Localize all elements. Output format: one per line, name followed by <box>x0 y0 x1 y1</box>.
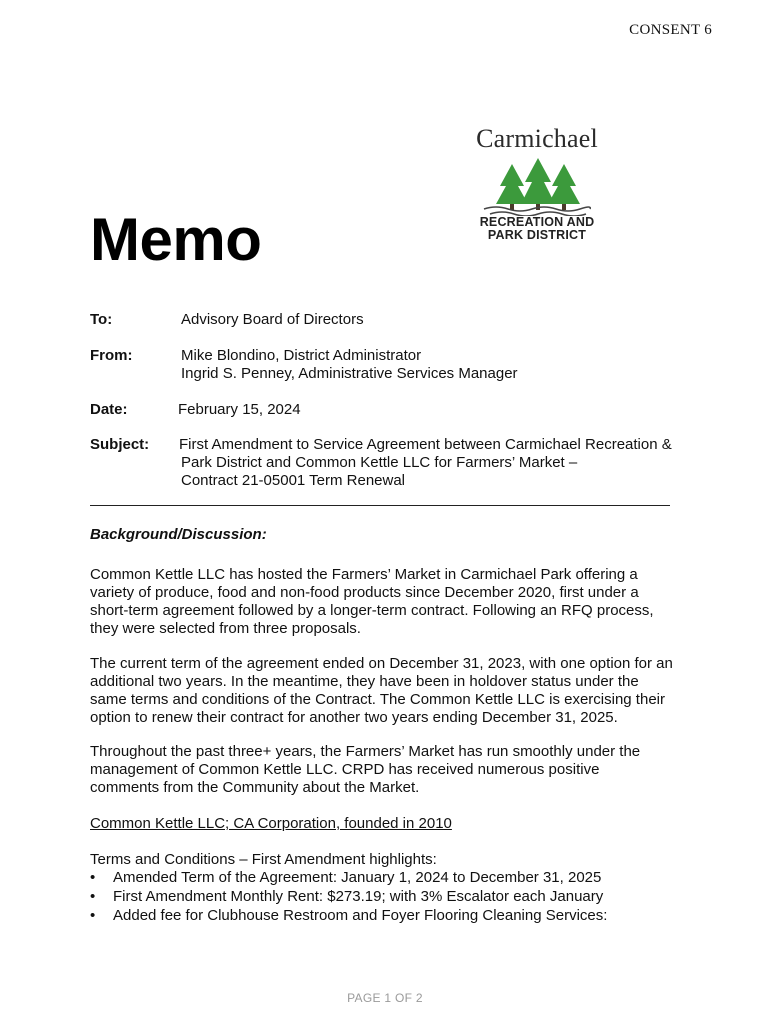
paragraph-1 <box>90 566 690 638</box>
to-label: To: <box>90 311 113 328</box>
paragraph-line: option to renew their contract for another two years ending December 31, 2025. <box>90 709 618 726</box>
from-line-2: Ingrid S. Penney, Administrative Services Manager <box>181 365 518 382</box>
paragraph-line: comments from the Community about the Market. <box>90 779 420 796</box>
paragraph-line: additional two years. In the meantime, they have been in holdover status under the <box>90 673 639 690</box>
paragraph-line: short-term agreement followed by a longer-term contract. Following an RFQ process, <box>90 602 654 619</box>
subject-line-3: Contract 21-05001 Term Renewal <box>181 472 406 489</box>
date-value: February 15, 2024 <box>178 401 301 418</box>
pine-trees-icon <box>482 156 592 216</box>
company-line <box>90 815 690 833</box>
from-label: From: <box>90 347 133 364</box>
header-divider <box>90 505 670 506</box>
list-item <box>90 868 602 887</box>
date-label: Date: <box>90 401 128 418</box>
company-line-text: Common Kettle LLC; CA Corporation, founded in 2010 <box>90 815 452 832</box>
bullet-text: First Amendment Monthly Rent: $273.19; with 3% Escalator each January <box>113 888 604 905</box>
bullet-text: Amended Term of the Agreement: January 1, 2024 to December 31, 2025 <box>113 869 602 886</box>
logo-name: Carmichael <box>476 124 598 153</box>
memo-title: Memo <box>90 206 262 273</box>
subject-line-1: First Amendment to Service Agreement between Carmichael Recreation & <box>179 436 672 453</box>
terms-bullet-list <box>90 868 608 925</box>
paragraph-line: Throughout the past three+ years, the Farmers’ Market has run smoothly under the <box>90 743 641 760</box>
logo-subtitle-line1: RECREATION AND <box>479 215 595 229</box>
district-logo <box>462 124 612 242</box>
to-value: Advisory Board of Directors <box>181 311 364 328</box>
list-item <box>90 906 608 925</box>
paragraph-line: management of Common Kettle LLC. CRPD has received numerous positive <box>90 761 600 778</box>
terms-intro <box>90 851 690 869</box>
consent-label: CONSENT 6 <box>629 22 712 38</box>
paragraph-3 <box>90 743 690 797</box>
bullet-text: Added fee for Clubhouse Restroom and Foyer Flooring Cleaning Services: <box>113 907 608 924</box>
subject-label: Subject: <box>90 436 150 453</box>
bullet-icon: • <box>90 907 96 924</box>
from-line-1: Mike Blondino, District Administrator <box>181 347 422 364</box>
paragraph-2 <box>90 655 690 727</box>
page-number: PAGE 1 OF 2 <box>347 991 423 1005</box>
list-item <box>90 887 604 906</box>
paragraph-line: variety of produce, food and non-food products since December 2020, first under a <box>90 584 639 601</box>
bullet-icon: • <box>90 888 96 905</box>
paragraph-line: same terms and conditions of the Contract. The Common Kettle LLC is exercising their <box>90 691 665 708</box>
paragraph-line: The current term of the agreement ended on December 31, 2023, with one option for an <box>90 655 673 672</box>
logo-subtitle-line2: PARK DISTRICT <box>487 228 587 242</box>
section-title: Background/Discussion: <box>90 526 267 543</box>
subject-line-2: Park District and Common Kettle LLC for Farmers’ Market – <box>181 454 578 471</box>
bullet-icon: • <box>90 869 96 886</box>
paragraph-line: they were selected from three proposals. <box>90 620 361 637</box>
paragraph-line: Common Kettle LLC has hosted the Farmers’ Market in Carmichael Park offering a <box>90 566 638 583</box>
terms-intro-text: Terms and Conditions – First Amendment highlights: <box>90 851 437 868</box>
